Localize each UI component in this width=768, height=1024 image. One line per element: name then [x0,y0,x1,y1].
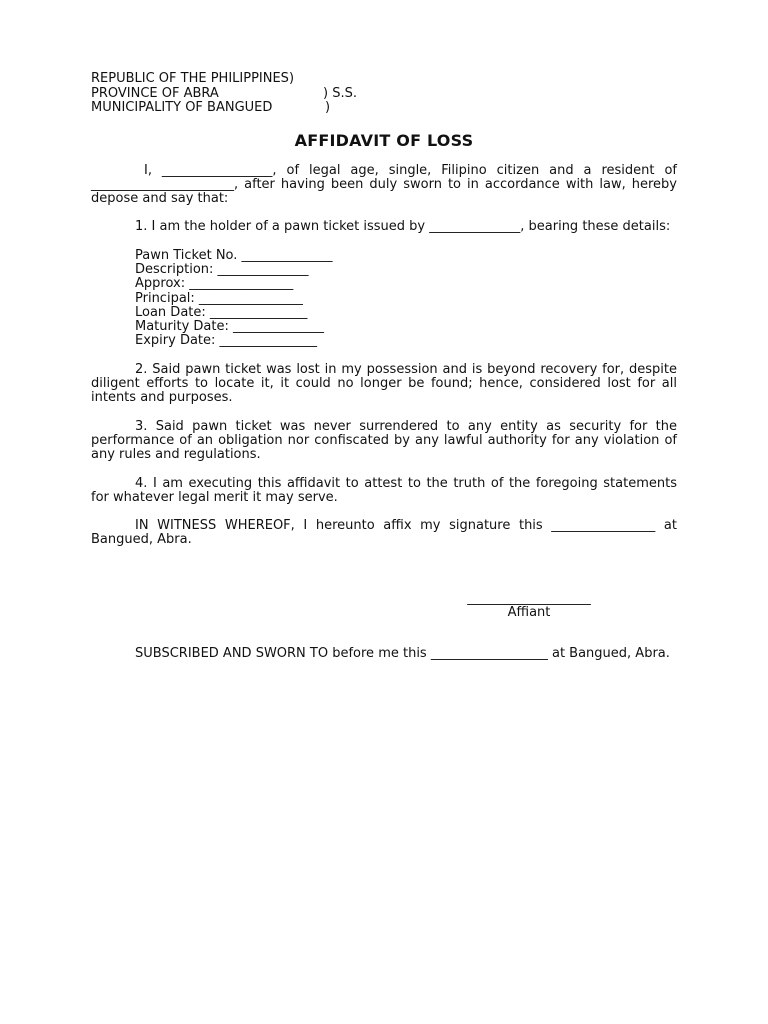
caption-line-municipality [91,101,677,116]
detail-expiry-date: Expiry Date: _______________ [135,333,318,349]
caption-ss-text: ) S.S. [323,85,357,101]
caption-line-republic [91,72,677,87]
caption-republic-text: REPUBLIC OF THE PHILIPPINES) [91,71,295,86]
document-title: AFFIDAVIT OF LOSS [294,130,474,150]
caption-line-province [91,87,677,102]
detail-description: Description: ______________ [135,261,309,277]
detail-principal: Principal: ________________ [135,290,303,306]
paragraph-1: 1. I am the holder of a pawn ticket issued by ______________, bearing these details: [135,219,671,235]
caption-province-text: PROVINCE OF ABRA [91,85,219,101]
intro-paragraph: I, _________________, of legal age, single, Filipino citizen and a resident of ______________________, after having been duly sworn to in accordance with law, hereby depose and say that: [91,162,677,207]
affiant-signature-block [454,592,604,620]
witness-paragraph: IN WITNESS WHEREOF, I hereunto affix my signature this ________________ at Bangued, Abra. [91,518,677,548]
affidavit-document [91,72,677,548]
detail-loan-date: Loan Date: _______________ [135,304,308,320]
jurat-paragraph: SUBSCRIBED AND SWORN TO before me this __________________ at Bangued, Abra. [135,646,670,661]
paragraph-3: 3. Said pawn ticket was never surrendered to any entity as security for the performance of an obligation nor confiscated by any lawful authority for any violation of any rules and regulations. [91,418,677,463]
caption-municipality-text: MUNICIPALITY OF BANGUED [91,100,273,115]
caption-paren-text: ) [325,100,331,115]
detail-maturity-date: Maturity Date: ______________ [135,319,324,335]
document-caption [91,72,677,116]
affiant-signature-line: ___________________ [467,591,591,606]
detail-pawn-ticket-no: Pawn Ticket No. ______________ [135,247,333,263]
pawn-ticket-details [135,249,677,349]
paragraph-4: 4. I am executing this affidavit to attest to the truth of the foregoing statements for whatever legal merit it may serve. [91,475,677,505]
detail-approx: Approx: ________________ [135,276,294,292]
affiant-label: Affiant [507,605,551,620]
paragraph-2: 2. Said pawn ticket was lost in my possession and is beyond recovery for, despite diligent efforts to locate it, it could no longer be found; hence, considered lost for all intents and purposes. [91,361,677,406]
